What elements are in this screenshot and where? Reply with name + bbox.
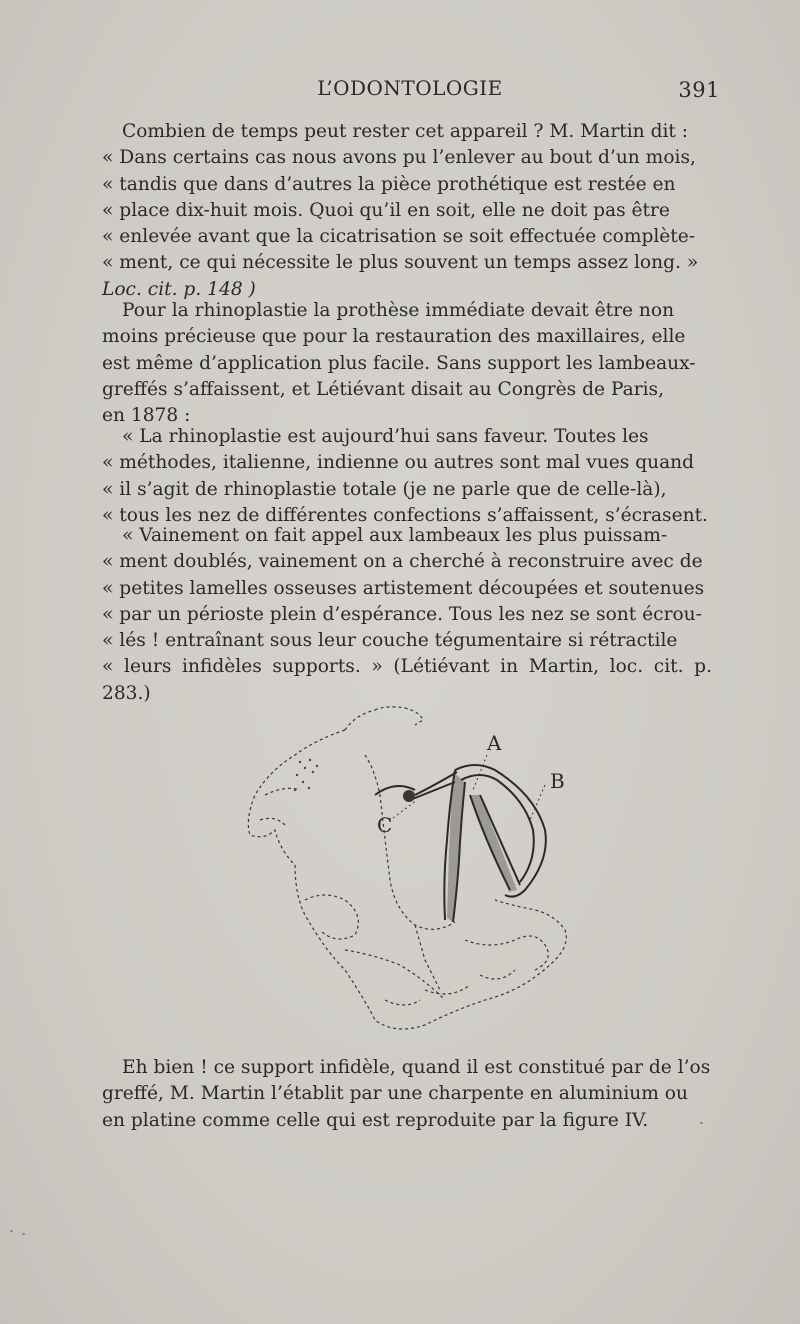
text-line: Eh bien ! ce support infidèle, quand il est constitué par de l’os bbox=[122, 1057, 711, 1078]
text-line: est même d’application plus facile. Sans support les lambeaux- bbox=[102, 352, 696, 374]
figure-label-a: A bbox=[487, 731, 502, 755]
paragraph-letievant-quote-2 bbox=[102, 523, 712, 707]
text-line: « tous les nez de différentes confections s’affaissent, s’écrasent. bbox=[102, 504, 708, 526]
paragraph-letievant-quote-1 bbox=[102, 424, 712, 529]
text-line: « Vainement on fait appel aux lambeaux les plus puissam- bbox=[122, 525, 668, 546]
text-line: en 1878 : bbox=[102, 405, 191, 427]
text-line: « lés ! entraînant sous leur couche tégumentaire si rétractile bbox=[102, 630, 678, 652]
text-line: moins précieuse que pour la restauration des maxillaires, elle bbox=[102, 326, 686, 348]
page-number: 391 bbox=[678, 78, 720, 102]
paper-speck bbox=[22, 1233, 25, 1235]
text-line: « méthodes, italienne, indienne ou autres sont mal vues quand bbox=[102, 452, 695, 474]
text-line: « leurs infidèles supports. » (Létiévant in Martin, loc. cit. p. 283.) bbox=[102, 656, 712, 704]
text-line: en platine comme celle qui est reproduite par la figure IV. bbox=[102, 1109, 649, 1131]
page-header bbox=[100, 76, 720, 106]
paper-speck bbox=[700, 1122, 703, 1124]
paragraph-martin-quote bbox=[102, 119, 712, 303]
running-title: L’ODONTOLOGIE bbox=[317, 76, 503, 100]
text-line: « place dix-huit mois. Quoi qu’il en soit, elle ne doit pas être bbox=[102, 199, 670, 221]
text-line: « ment, ce qui nécessite le plus souvent un temps assez long. » bbox=[102, 252, 699, 274]
text-line: « il s’agit de rhinoplastie totale (je ne parle que de celle-là), bbox=[102, 478, 667, 500]
paragraph-support-infidele bbox=[102, 1055, 712, 1134]
figure-label-c: C bbox=[377, 813, 393, 837]
text-line: « La rhinoplastie est aujourd’hui sans faveur. Toutes les bbox=[122, 426, 649, 447]
text-line: Combien de temps peut rester cet appareil ? M. Martin dit : bbox=[122, 121, 689, 142]
text-line: « par un périoste plein d’espérance. Tous les nez se sont écrou- bbox=[102, 603, 702, 625]
paragraph-rhinoplastie bbox=[102, 298, 712, 429]
text-line: « petites lamelles osseuses artistement découpées et soutenues bbox=[102, 577, 705, 599]
paper-speck bbox=[10, 1230, 13, 1232]
citation-line: Loc. cit. p. 148 ) bbox=[102, 278, 256, 300]
figure-label-b: B bbox=[550, 769, 565, 793]
text-line: « enlevée avant que la cicatrisation se soit effectuée complète- bbox=[102, 226, 696, 248]
text-line: « Dans certains cas nous avons pu l’enlever au bout d’un mois, bbox=[102, 147, 696, 169]
text-line: Pour la rhinoplastie la prothèse immédiate devait être non bbox=[122, 300, 675, 321]
text-line: « tandis que dans d’autres la pièce prothétique est restée en bbox=[102, 173, 676, 195]
text-line: greffés s’affaissent, et Létiévant disait au Congrès de Paris, bbox=[102, 378, 664, 400]
nasal-framework-illustration bbox=[225, 700, 585, 1040]
text-line: greffé, M. Martin l’établit par une charpente en aluminium ou bbox=[102, 1083, 688, 1105]
figure-nasal-framework bbox=[225, 700, 585, 1040]
text-line: « ment doublés, vainement on a cherché à reconstruire avec de bbox=[102, 551, 703, 573]
